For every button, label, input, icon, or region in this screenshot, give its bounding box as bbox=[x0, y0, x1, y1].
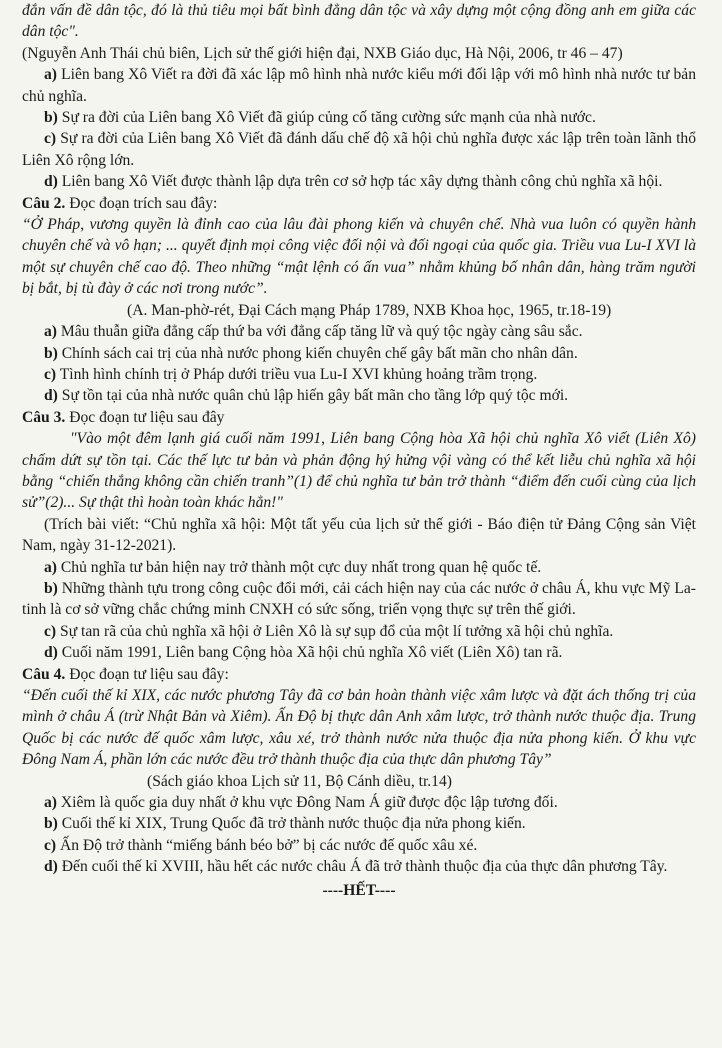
q3-option-a: a) Chủ nghĩa tư bản hiện nay trở thành một cực duy nhất trong quan hệ quốc tế. bbox=[44, 558, 542, 576]
q1-source: (Nguyễn Anh Thái chủ biên, Lịch sử thế giới hiện đại, NXB Giáo dục, Hà Nội, 2006, tr 46 – 47) bbox=[22, 44, 623, 62]
q3-heading: Câu 3. Đọc đoạn tư liệu sau đây bbox=[22, 408, 225, 426]
q1-option-a: a) Liên bang Xô Viết ra đời đã xác lập mô hình nhà nước kiểu mới đối lập với mô hình nhà nước tư bản chủ nghĩa. bbox=[22, 66, 696, 105]
q3-quote: "Vào một đêm lạnh giá cuối năm 1991, Liên bang Cộng hòa Xã hội chủ nghĩa Xô viết (Liên Xô) chấm dứt sự tồn tại. Các thế lực tư bản và phản động hý hửng vội vàng có thể kết liễu chủ nghĩa xã hội bằng “chiến thắng không cần chiến tranh”(1) để chủ nghĩa tư bản trở thành “điểm đến cuối cùng của lịch sử”(2)... Sự thật thì hoàn toàn khác hẳn!" bbox=[22, 430, 696, 512]
q2-source: (A. Man-phờ-rét, Đại Cách mạng Pháp 1789, NXB Khoa học, 1965, tr.18-19) bbox=[127, 301, 612, 319]
q4-heading: Câu 4. Đọc đoạn tư liệu sau đây: bbox=[22, 665, 229, 683]
q3-option-c: c) Sự tan rã của chủ nghĩa xã hội ở Liên Xô là sự sụp đổ của một lí tưởng xã hội chủ nghĩa. bbox=[44, 622, 614, 640]
q2-label: Câu 2. bbox=[22, 194, 66, 212]
q4-option-d: d) Đến cuối thế kỉ XVIII, hầu hết các nước châu Á đã trở thành thuộc địa của thực dân phương Tây. bbox=[44, 858, 668, 876]
q2-option-d: d) Sự tồn tại của nhà nước quân chủ lập hiến gây bất mãn cho tầng lớp quý tộc mới. bbox=[44, 387, 569, 405]
q3-option-d: d) Cuối năm 1991, Liên bang Cộng hòa Xã hội chủ nghĩa Xô viết (Liên Xô) tan rã. bbox=[44, 644, 563, 662]
q3-option-b: b) Những thành tựu trong công cuộc đổi mới, cải cách hiện nay của các nước ở châu Á, khu vực Mỹ La-tinh là cơ sở vững chắc chứng minh CNXH có sức sống, triển vọng thực sự trên thế giới. bbox=[22, 579, 696, 619]
q4-option-b: b) Cuối thế kỉ XIX, Trung Quốc đã trở thành nước thuộc địa nửa phong kiến. bbox=[44, 815, 526, 833]
q1-option-c: c) Sự ra đời của Liên bang Xô Viết đã đánh dấu chế độ xã hội chủ nghĩa được xác lập trên toàn lãnh thổ Liên Xô rộng lớn. bbox=[22, 130, 696, 169]
q1-quote-end: đắn vấn đề dân tộc, đó là thủ tiêu mọi bất bình đẳng dân tộc và xây dựng một cộng đồng anh em giữa các dân tộc". bbox=[22, 2, 696, 41]
q4-option-a: a) Xiêm là quốc gia duy nhất ở khu vực Đông Nam Á giữ được độc lập tương đối. bbox=[44, 794, 558, 812]
q4-quote: “Đến cuối thế kỉ XIX, các nước phương Tây đã cơ bản hoàn thành việc xâm lược và đặt ách thống trị của mình ở châu Á (trừ Nhật Bản và Xiêm). Ấn Độ bị thực dân Anh xâm lược, trở thành nước thuộc địa. Trung Quốc bị các nước đế quốc xâm lược, xâu xé, trở thành nước nửa thuộc địa nửa phong kiến. Ở khu vực Đông Nam Á, phần lớn các nước đều trở thành thuộc địa của thực dân phương Tây” bbox=[22, 687, 696, 769]
q2-option-c: c) Tình hình chính trị ở Pháp dưới triều vua Lu-I XVI khủng hoảng trầm trọng. bbox=[44, 365, 538, 383]
q3-source: (Trích bài viết: “Chủ nghĩa xã hội: Một tất yếu của lịch sử thế giới - Báo điện tử Đảng Cộng sản Việt Nam, ngày 31-12-2021). bbox=[22, 515, 696, 555]
end-marker: ----HẾT---- bbox=[322, 881, 396, 899]
q2-quote: “Ở Pháp, vương quyền là đỉnh cao của lâu đài phong kiến và chuyên chế. Nhà vua luôn có quyền hành chuyên chế và vô hạn; ... quyết định mọi công việc đối nội và đối ngoại của quốc gia. Triều vua Lu-I XVI là một sự chuyên chế cao độ. Theo những “mật lệnh có ấn vua” nhằm khủng bố nhân dân, hàng trăm người bị bắt, bị tù đày ở các nơi trong nước”. bbox=[22, 216, 696, 298]
q4-label: Câu 4. bbox=[22, 665, 66, 683]
q2-option-b: b) Chính sách cai trị của nhà nước phong kiến chuyên chế gây bất mãn cho nhân dân. bbox=[44, 344, 578, 362]
q1-option-b: b) Sự ra đời của Liên bang Xô Viết đã giúp củng cố tăng cường sức mạnh của nhà nước. bbox=[44, 109, 596, 127]
q2-option-a: a) Mâu thuẫn giữa đẳng cấp thứ ba với đẳng cấp tăng lữ và quý tộc ngày càng sâu sắc. bbox=[44, 323, 583, 341]
q1-option-d: d) Liên bang Xô Viết được thành lập dựa trên cơ sở hợp tác xây dựng thành công chủ nghĩa xã hội. bbox=[44, 173, 663, 191]
q2-heading: Câu 2. Đọc đoạn trích sau đây: bbox=[22, 194, 218, 212]
q4-option-c: c) Ấn Độ trở thành “miếng bánh béo bở” bị các nước đế quốc xâu xé. bbox=[44, 836, 478, 854]
q3-label: Câu 3. bbox=[22, 408, 66, 426]
q4-source: (Sách giáo khoa Lịch sử 11, Bộ Cánh diều, tr.14) bbox=[147, 772, 452, 790]
